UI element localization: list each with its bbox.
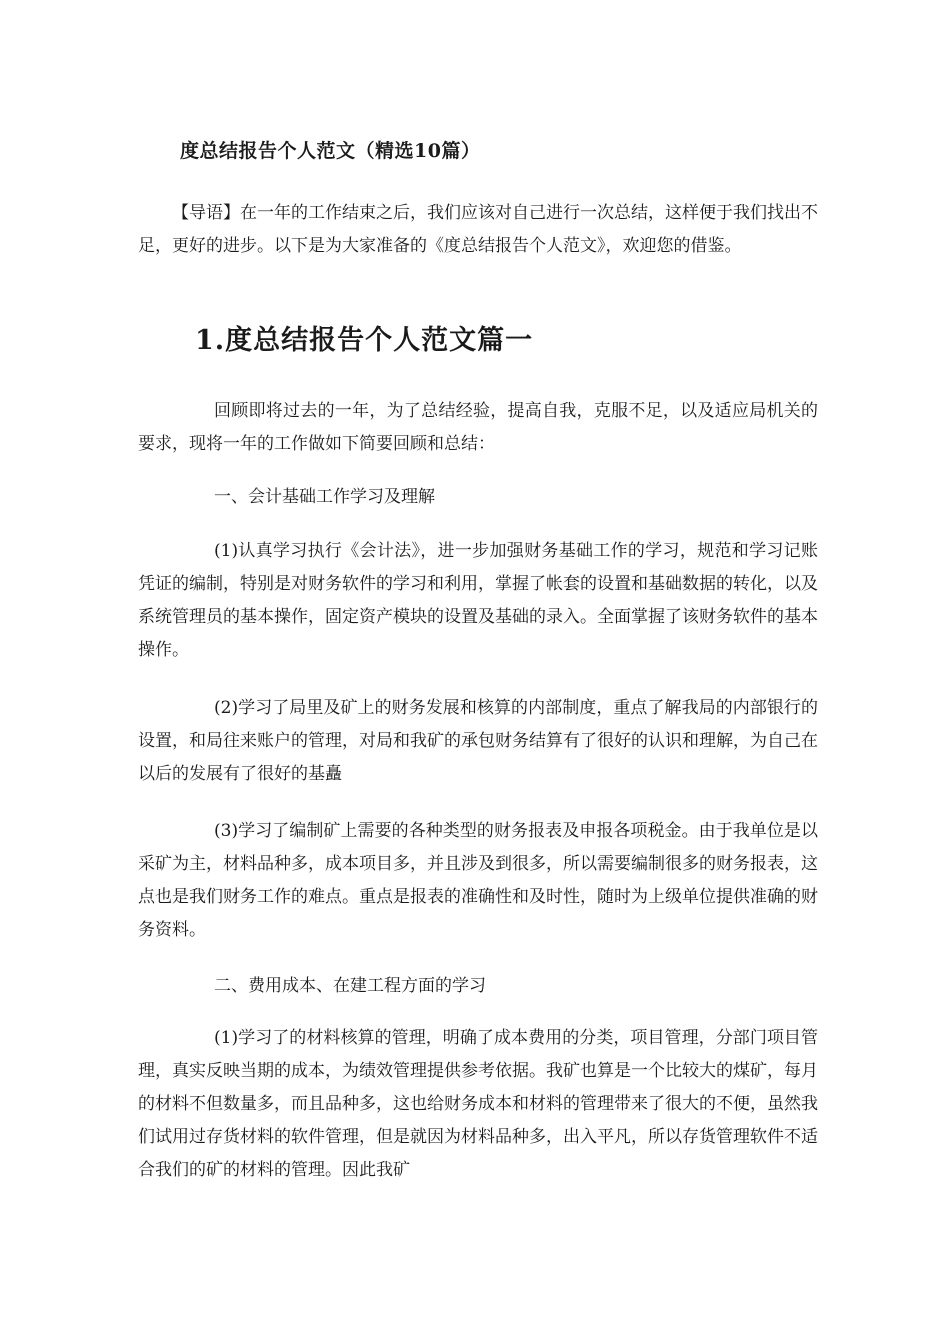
section-heading: 1.度总结报告个人范文篇一 — [195, 325, 534, 356]
truncated-paragraph-container — [138, 1022, 818, 1194]
paragraph-item-3: (3)学习了编制矿上需要的各种类型的财务报表及申报各项税金。由于我单位是以采矿为主，材料品种多，成本项目多，并且涉及到很多，所以需要编制很多的财务报表，这点也是我们财务工作的难点。重点是报表的准确性和及时性，随时为上级单位提供准确的财务资料。 — [138, 821, 818, 940]
subheading-accounting-basics: 一、会计基础工作学习及理解 — [214, 487, 435, 507]
paragraph-review: 回顾即将过去的一年，为了总结经验，提高自我，克服不足，以及适应局机关的要求，现将一年的工作做如下简要回顾和总结： — [138, 401, 818, 454]
document-title: 度总结报告个人范文（精选10篇） — [180, 140, 481, 162]
paragraph-materials: (1)学习了的材料核算的管理，明确了成本费用的分类，项目管理，分部门项目管理，真实反映当期的成本，为绩效管理提供参考依据。我矿也算是一个比较大的煤矿，每月的材料不但数量多，而且品种多，这也给财务成本和材料的管理带来了很大的不便，虽然我们试用过存货材料的软件管理，但是就因为材料品种多，出入平凡，所以存货管理软件不适合我们的矿的材料的管理。因此我矿 — [138, 1028, 818, 1180]
paragraph-item-2: (2)学习了局里及矿上的财务发展和核算的内部制度，重点了解我局的内部银行的设置，和局往来账户的管理，对局和我矿的承包财务结算有了很好的认识和理解，为自己在以后的发展有了很好的基矗 — [138, 698, 818, 784]
paragraph-item-1: (1)认真学习执行《会计法》，进一步加强财务基础工作的学习，规范和学习记账凭证的编制，特别是对财务软件的学习和利用，掌握了帐套的设置和基础数据的转化，以及系统管理员的基本操作，固定资产模块的设置及基础的录入。全面掌握了该财务软件的基本操作。 — [138, 541, 818, 660]
subheading-cost-construction: 二、费用成本、在建工程方面的学习 — [214, 976, 486, 996]
intro-paragraph: 【导语】在一年的工作结束之后，我们应该对自己进行一次总结，这样便于我们找出不足，更好的进步。以下是为大家准备的《度总结报告个人范文》，欢迎您的借鉴。 — [138, 203, 818, 256]
